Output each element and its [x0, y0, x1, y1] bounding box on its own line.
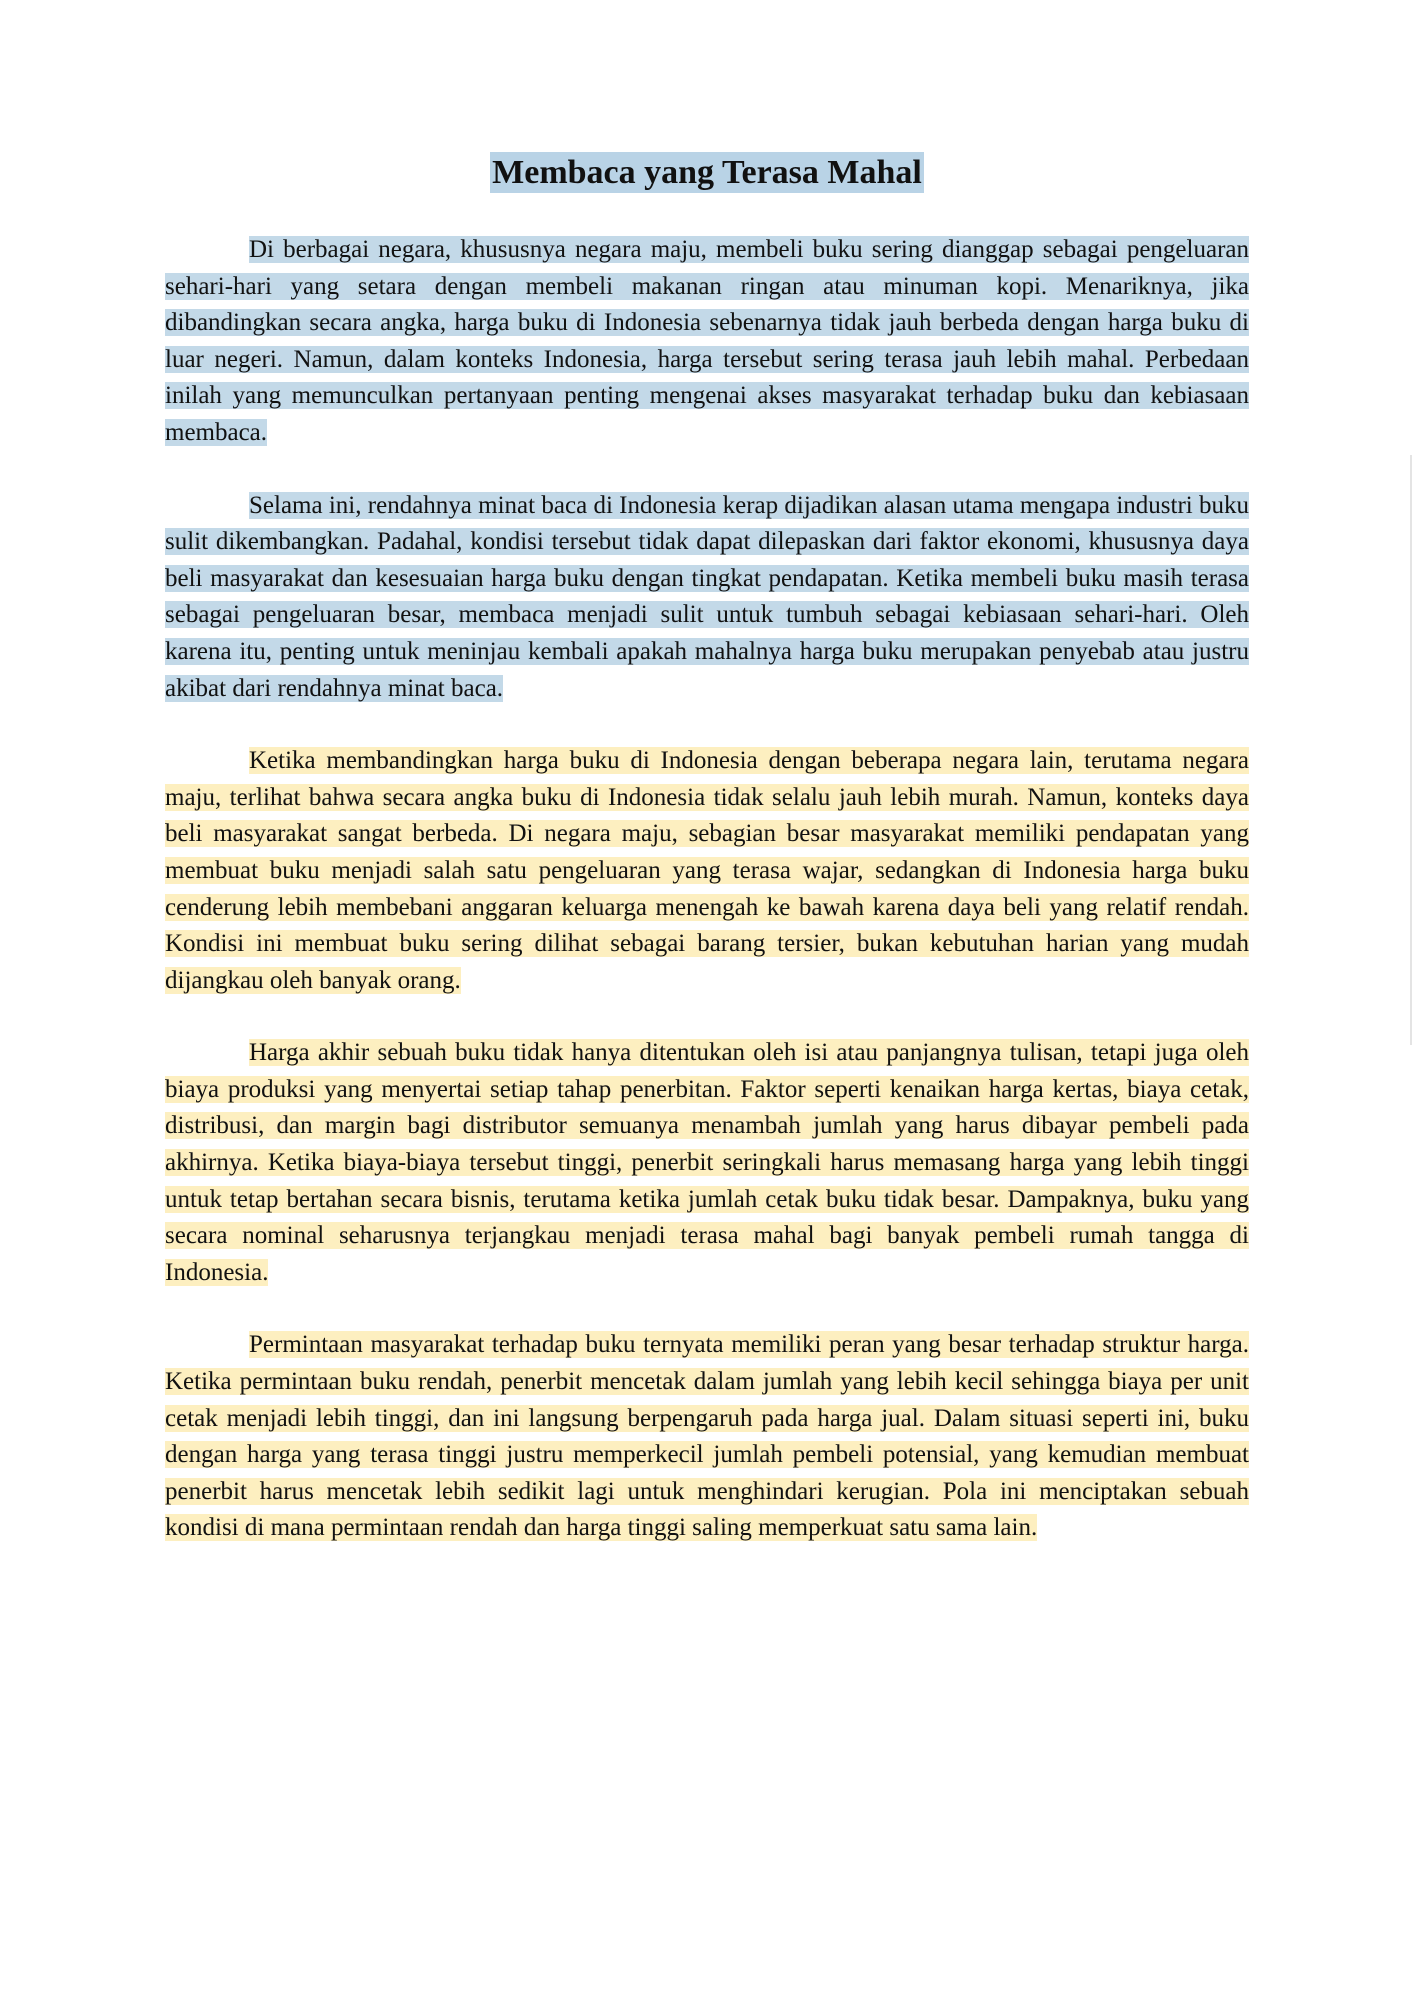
- paragraph-2: [165, 488, 1249, 708]
- paragraph-4-text: Harga akhir sebuah buku tidak hanya ditentukan oleh isi atau panjangnya tulisan, tetapi juga oleh biaya produksi yang menyertai setiap tahap penerbitan. Faktor seperti kenaikan harga kertas, biaya cetak, distribusi, dan margin bagi distributor semuanya menambah jumlah yang harus dibayar pembeli pada akhirnya. Ketika biaya-biaya tersebut tinggi, penerbit seringkali harus memasang harga yang lebih tinggi untuk tetap bertahan secara bisnis, terutama ketika jumlah cetak buku tidak besar. Dampaknya, buku yang secara nominal seharusnya terjangkau menjadi terasa mahal bagi banyak pembeli rumah tangga di Indonesia.: [165, 1039, 1249, 1286]
- page-edge-line: [1410, 455, 1412, 1045]
- title-text: Membaca yang Terasa Mahal: [492, 154, 922, 191]
- paragraph-1-text: Di berbagai negara, khususnya negara maju, membeli buku sering dianggap sebagai pengeluaran sehari-hari yang setara dengan membeli makanan ringan atau minuman kopi. Menariknya, jika dibandingkan secara angka, harga buku di Indonesia sebenarnya tidak jauh berbeda dengan harga buku di luar negeri. Namun, dalam konteks Indonesia, harga tersebut sering terasa jauh lebih mahal. Perbedaan inilah yang memunculkan pertanyaan penting mengenai akses masyarakat terhadap buku dan kebiasaan membaca.: [165, 236, 1249, 446]
- document-title: [165, 148, 1249, 198]
- paragraph-4: [165, 1035, 1249, 1291]
- paragraph-3-text: Ketika membandingkan harga buku di Indonesia dengan beberapa negara lain, terutama negara maju, terlihat bahwa secara angka buku di Indonesia tidak selalu jauh lebih murah. Namun, konteks daya beli masyarakat sangat berbeda. Di negara maju, sebagian besar masyarakat memiliki pendapatan yang membuat buku menjadi salah satu pengeluaran yang terasa wajar, sedangkan di Indonesia harga buku cenderung lebih membebani anggaran keluarga menengah ke bawah karena daya beli yang relatif rendah. Kondisi ini membuat buku sering dilihat sebagai barang tersier, bukan kebutuhan harian yang mudah dijangkau oleh banyak orang.: [165, 747, 1249, 994]
- paragraph-1: [165, 232, 1249, 452]
- paragraph-2-text: Selama ini, rendahnya minat baca di Indonesia kerap dijadikan alasan utama mengapa industri buku sulit dikembangkan. Padahal, kondisi tersebut tidak dapat dilepaskan dari faktor ekonomi, khususnya daya beli masyarakat dan kesesuaian harga buku dengan tingkat pendapatan. Ketika membeli buku masih terasa sebagai pengeluaran besar, membaca menjadi sulit untuk tumbuh sebagai kebiasaan sehari-hari. Oleh karena itu, penting untuk meninjau kembali apakah mahalnya harga buku merupakan penyebab atau justru akibat dari rendahnya minat baca.: [165, 491, 1249, 702]
- paragraph-5: [165, 1327, 1249, 1547]
- document-body: [165, 148, 1249, 1583]
- paragraph-5-text: Permintaan masyarakat terhadap buku ternyata memiliki peran yang besar terhadap struktur harga. Ketika permintaan buku rendah, penerbit mencetak dalam jumlah yang lebih kecil sehingga biaya per unit cetak menjadi lebih tinggi, dan ini langsung berpengaruh pada harga jual. Dalam situasi seperti ini, buku dengan harga yang terasa tinggi justru memperkecil jumlah pembeli potensial, yang kemudian membuat penerbit harus mencetak lebih sedikit lagi untuk menghindari kerugian. Pola ini menciptakan sebuah kondisi di mana permintaan rendah dan harga tinggi saling memperkuat satu sama lain.: [165, 1331, 1249, 1542]
- paragraph-3: [165, 743, 1249, 999]
